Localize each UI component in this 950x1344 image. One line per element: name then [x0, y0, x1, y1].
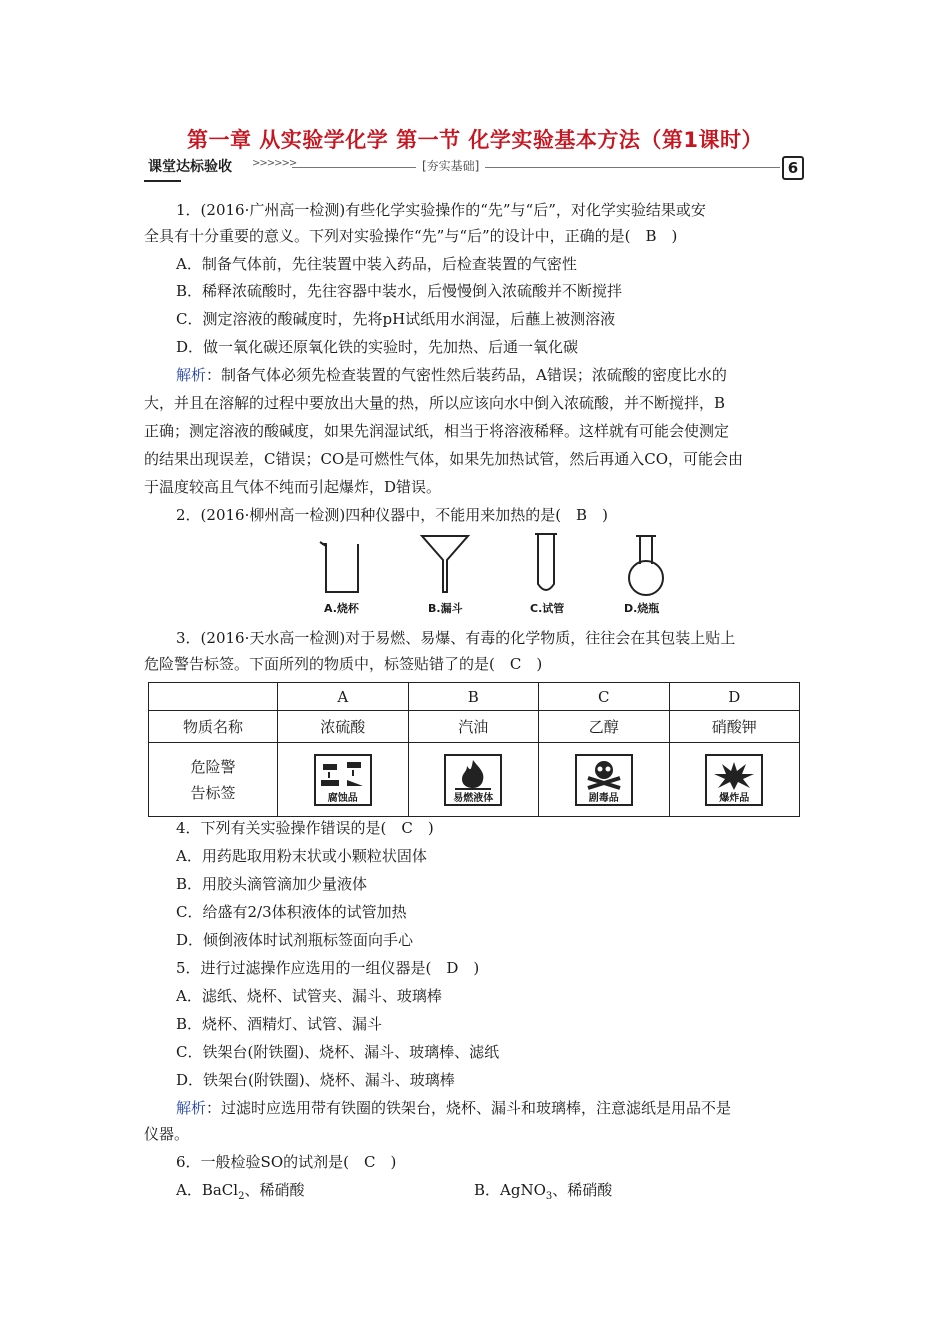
q1-stem-line2: 全具有十分重要的意义。下列对实验操作“先”与“后”的设计中，正确的是( B ) — [144, 227, 678, 245]
q5-analysis-label: 解析 — [176, 1099, 207, 1117]
caption-funnel: B.漏斗 — [428, 602, 463, 615]
flammable-label — [444, 754, 502, 806]
header-cell-a: A — [278, 683, 409, 711]
funnel-icon — [422, 536, 468, 592]
test-tube-icon — [538, 534, 554, 590]
q5-option-a: A．滤纸、烧杯、试管夹、漏斗、玻璃棒 — [176, 987, 442, 1005]
label-text-d: 爆炸品 — [719, 792, 750, 804]
name-b: 汽油 — [408, 711, 539, 743]
q5-analysis-text1: ：过滤时应选用带有铁圈的铁架台，烧杯、漏斗和玻璃棒，注意滤纸是用品不是 — [206, 1099, 732, 1117]
label-text-c: 剧毒品 — [588, 792, 619, 804]
explosion-icon — [710, 758, 758, 790]
header-cell — [149, 683, 278, 711]
header-cell-c: C — [539, 683, 670, 711]
explosive-label — [705, 754, 763, 806]
q6-option-b-post: 、稀硝酸 — [552, 1181, 613, 1199]
banner-arrows: >>>>>> — [252, 158, 297, 169]
q5-analysis-line2: 仪器。 — [144, 1125, 190, 1143]
name-d: 硝酸钾 — [669, 711, 800, 743]
banner-number: 6 — [782, 156, 804, 180]
header-cell-d: D — [669, 683, 800, 711]
q6-option-a-sub: 2 — [238, 1191, 245, 1202]
caption-test-tube: C.试管 — [530, 602, 565, 615]
q1-option-b: B．稀释浓硫酸时，先往容器中装水，后慢慢倒入浓硫酸并不断搅拌 — [176, 282, 623, 300]
q1-option-c: C．测定溶液的酸碱度时，先将pH试纸用水润湿，后蘸上被测溶液 — [176, 310, 616, 328]
q4-option-d: D．倾倒液体时试剂瓶标签面向手心 — [176, 931, 414, 949]
q5-analysis-line1 — [176, 1094, 731, 1122]
q6-option-a-post: 、稀硝酸 — [244, 1181, 305, 1199]
corrosive-icon — [319, 758, 367, 788]
banner-subtitle: [夯实基础] — [416, 157, 485, 174]
q6-option-a — [176, 1176, 304, 1211]
q6-option-b — [474, 1176, 612, 1211]
label-cell-b — [408, 743, 539, 817]
beaker-icon — [322, 544, 358, 592]
q3-stem-line1: 3．(2016·天水高一检测)对于易燃、易爆、有毒的化学物质，往往会在其包装上贴上 — [176, 629, 736, 647]
q1-option-d: D．做一氧化碳还原氧化铁的实验时，先加热、后通一氧化碳 — [176, 338, 579, 356]
q1-analysis-line1 — [176, 361, 727, 389]
caption-beaker: A.烧杯 — [324, 602, 359, 615]
banner-label: 课堂达标验收 — [148, 159, 232, 175]
name-c: 乙醇 — [539, 711, 670, 743]
row-label-hazard-line2: 告标签 — [190, 783, 236, 802]
label-text-a: 腐蚀品 — [327, 792, 358, 804]
skull-icon — [580, 758, 628, 790]
section-banner — [144, 156, 806, 180]
q3-stem-line2: 危险警告标签。下面所列的物质中，标签贴错了的是( C ) — [144, 655, 543, 673]
q1-analysis-line4: 的结果出现误差，C错误；CO是可燃性气体，如果先加热试管，然后再通入CO，可能会由 — [144, 450, 744, 468]
table-row-labels — [149, 743, 800, 817]
caption-flask: D.烧瓶 — [624, 602, 660, 615]
header-cell-b: B — [408, 683, 539, 711]
q4-stem: 4．下列有关实验操作错误的是( C ) — [176, 819, 434, 837]
table-header-row — [149, 683, 800, 711]
table-row-names — [149, 711, 800, 743]
q4-option-c: C．给盛有2/3体积液体的试管加热 — [176, 903, 407, 921]
chapter-title: 第一章 从实验学化学 第一节 化学实验基本方法（第1课时） — [186, 128, 764, 152]
q1-analysis-line3: 正确；测定溶液的酸碱度，如果先润湿试纸，相当于将溶液稀释。这样就有可能会使测定 — [144, 422, 730, 440]
q1-analysis-text1: ：制备气体必须先检查装置的气密性然后装药品，A错误；浓硫酸的密度比水的 — [206, 366, 727, 384]
q2-stem: 2．(2016·柳州高一检测)四种仪器中，不能用来加热的是( B ) — [176, 506, 608, 524]
row-label-hazard-line1: 危险警 — [190, 757, 236, 776]
q1-option-a: A．制备气体前，先往装置中装入药品，后检查装置的气密性 — [176, 255, 577, 273]
q6-stem: 6．一般检验SO的试剂是( C ) — [176, 1153, 397, 1171]
flame-icon — [449, 758, 497, 790]
label-cell-d — [669, 743, 800, 817]
q1-analysis-line2: 大，并且在溶解的过程中要放出大量的热，所以应该向水中倒入浓硫酸，并不断搅拌，B — [144, 394, 726, 412]
hazard-label-table — [148, 682, 800, 817]
q6-option-b-pre: B．AgNO — [474, 1181, 546, 1199]
banner-underline — [144, 180, 181, 182]
q5-option-c: C．铁架台(附铁圈)、烧杯、漏斗、玻璃棒、滤纸 — [176, 1043, 500, 1061]
label-cell-a — [278, 743, 409, 817]
q5-stem: 5．进行过滤操作应选用的一组仪器是( D ) — [176, 959, 480, 977]
banner-rule — [292, 167, 780, 168]
q5-option-d: D．铁架台(附铁圈)、烧杯、漏斗、玻璃棒 — [176, 1071, 455, 1089]
apparatus-figure — [300, 530, 680, 620]
row-label-name: 物质名称 — [149, 711, 278, 743]
toxic-label — [575, 754, 633, 806]
row-label-hazard — [149, 743, 278, 817]
corrosive-label — [314, 754, 372, 806]
label-cell-c — [539, 743, 670, 817]
q5-option-b: B．烧杯、酒精灯、试管、漏斗 — [176, 1015, 383, 1033]
q1-analysis-line5: 于温度较高且气体不纯而引起爆炸，D错误。 — [144, 478, 442, 496]
q6-option-a-pre: A．BaCl — [176, 1181, 239, 1199]
name-a: 浓硫酸 — [278, 711, 409, 743]
q1-stem-line1: 1．(2016·广州高一检测)有些化学实验操作的“先”与“后”，对化学实验结果或安 — [176, 201, 706, 219]
label-text-b: 易燃液体 — [453, 792, 494, 804]
q4-option-b: B．用胶头滴管滴加少量液体 — [176, 875, 368, 893]
apparatus-drawings — [300, 530, 680, 600]
q4-option-a: A．用药匙取用粉末状或小颗粒状固体 — [176, 847, 427, 865]
q1-analysis-label: 解析 — [176, 366, 207, 384]
q6-option-b-sub: 3 — [545, 1191, 553, 1202]
